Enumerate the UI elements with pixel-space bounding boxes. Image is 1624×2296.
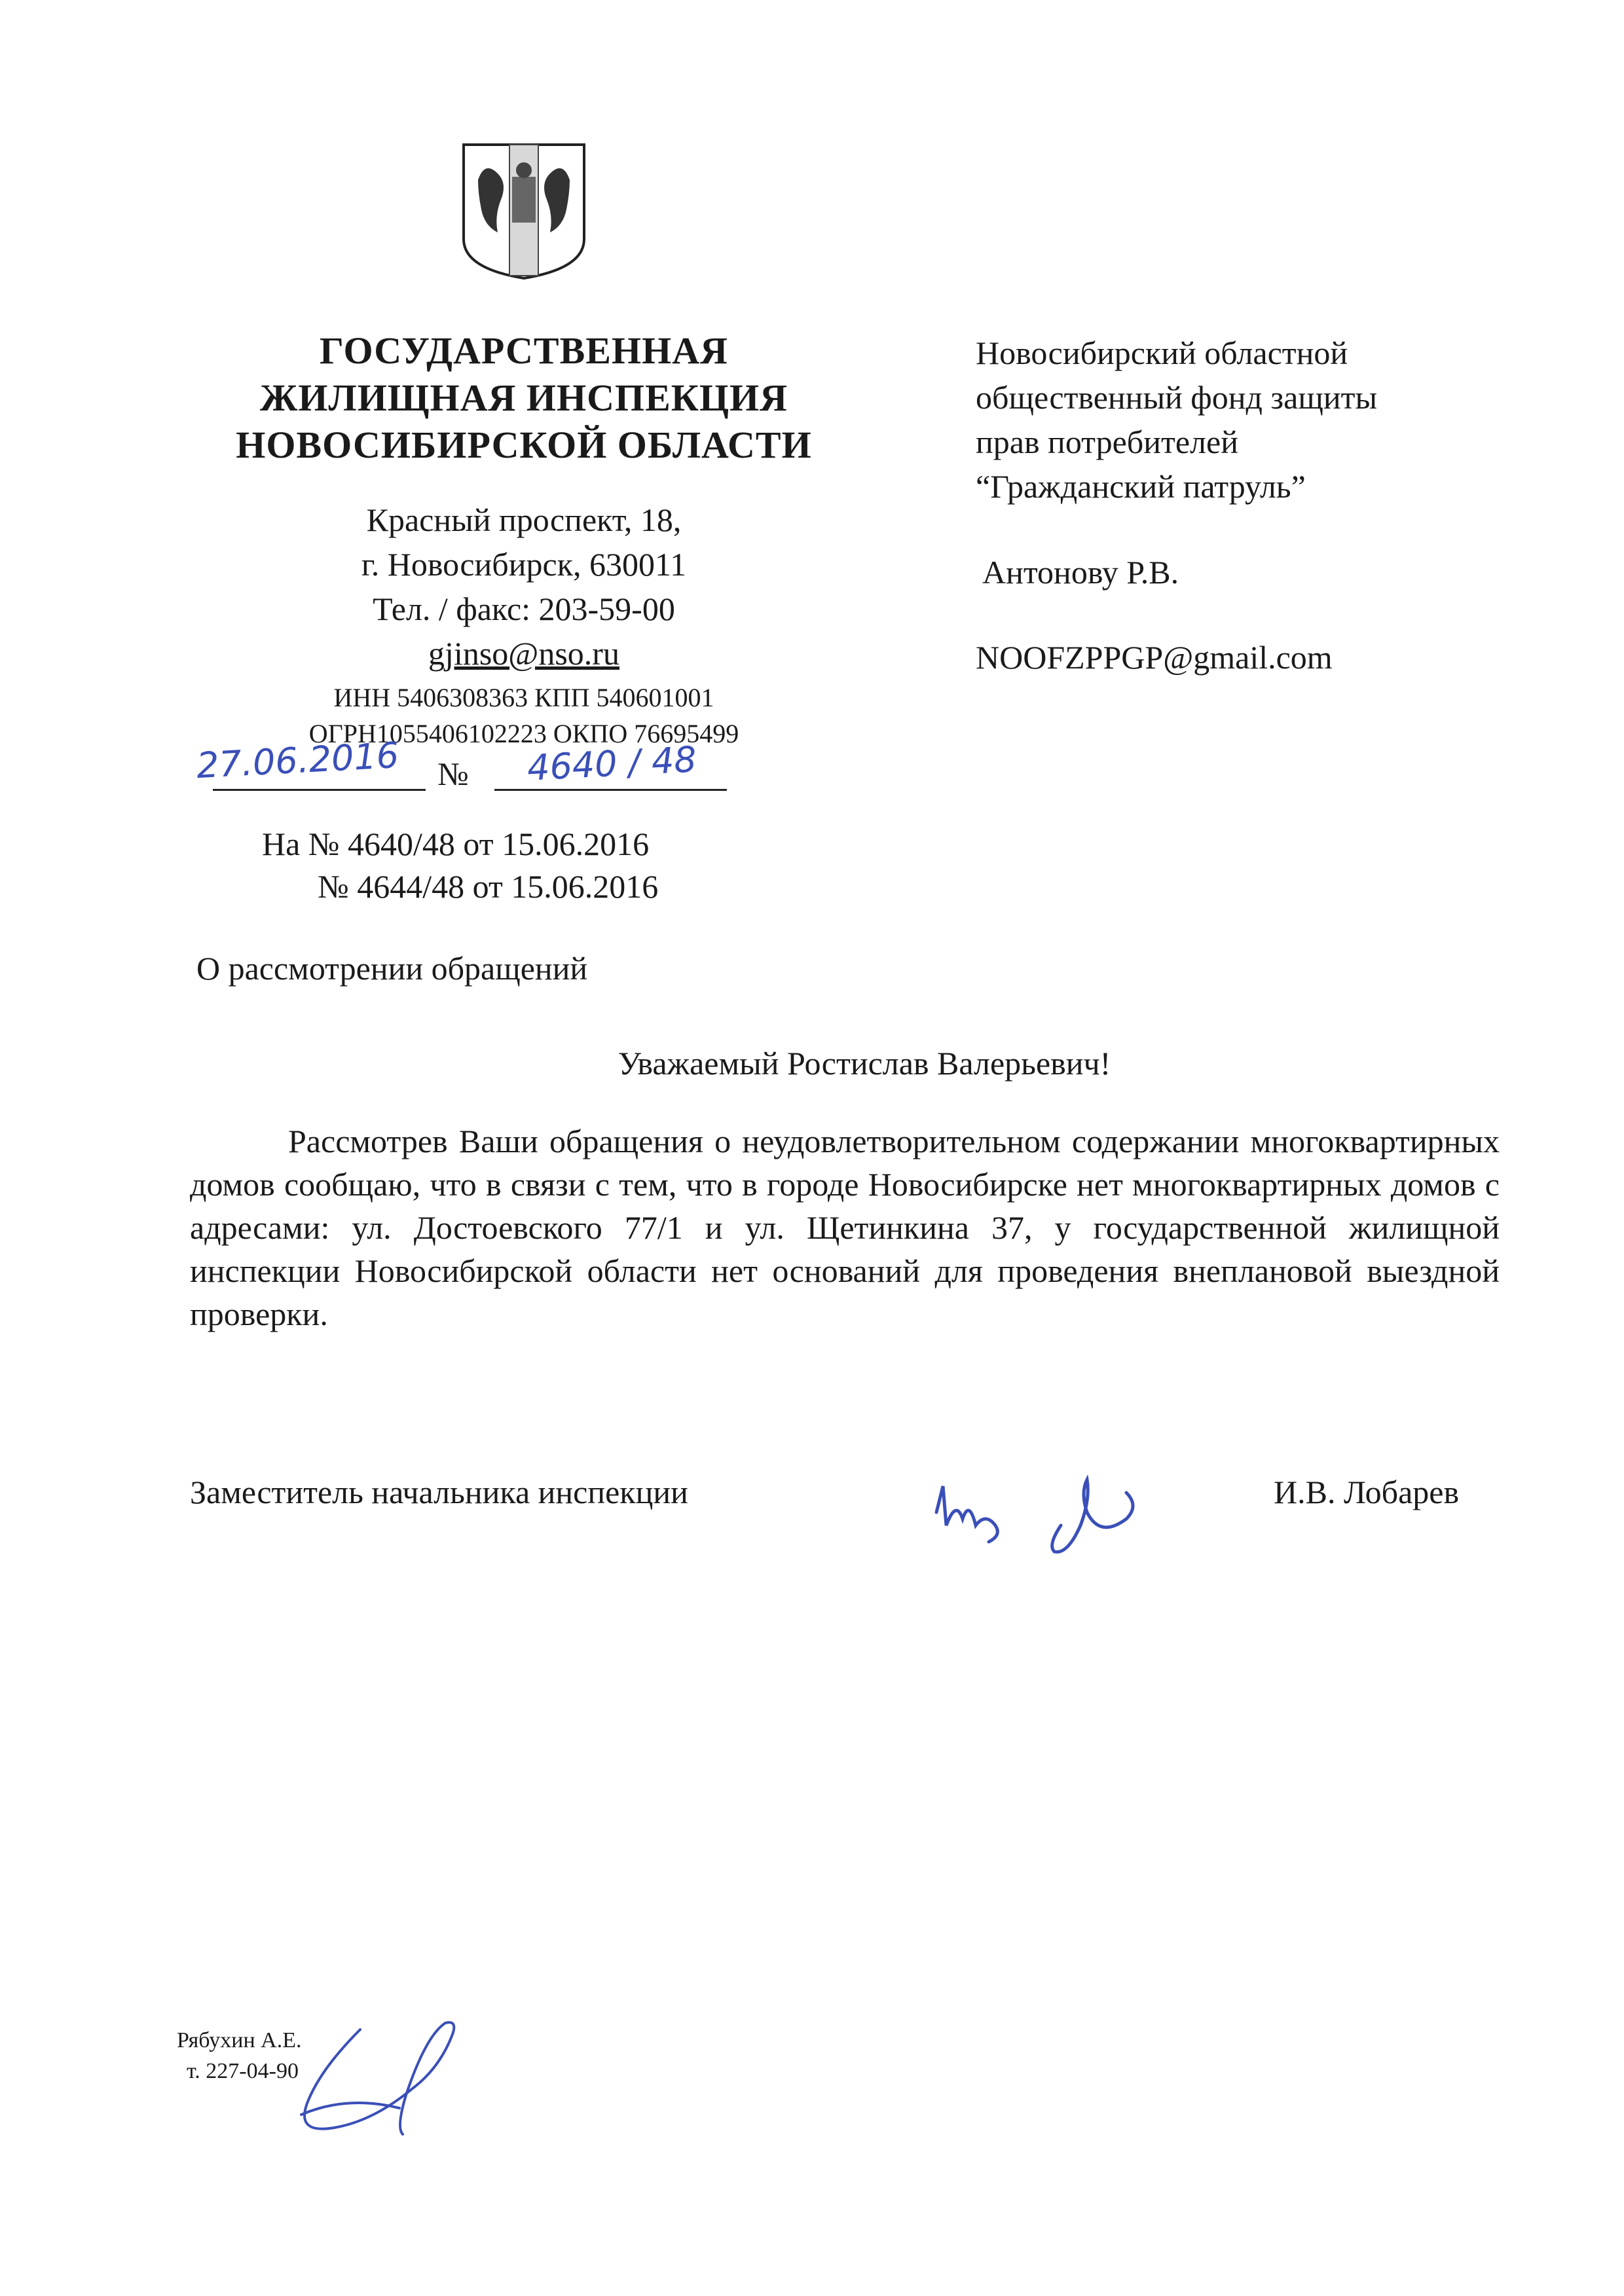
signatory-name: И.В. Лобарев: [1274, 1474, 1460, 1510]
date-line: [213, 789, 426, 791]
executor-signature: [275, 1984, 550, 2154]
outgoing-date-handwritten: 27.06.2016: [195, 734, 400, 787]
institution-address: [262, 498, 786, 676]
letter-body: Рассмотрев Ваши обращения о неудовлетворительном содержании многоквартирных домов сообщаю, что в связи с тем, что в городе Новосибирске нет многоквартирных домов с адресами: ул. Достоевского 77/1 и ул. Щетинкина 37, у государственной жилищной инспекции Новосибирской области нет оснований для проведения внеплановой выездной проверки.: [190, 1123, 1500, 1332]
number-line: [494, 789, 727, 791]
salutation: Уважаемый Ростислав Валерьевич!: [618, 1045, 1111, 1082]
institution-line-1: ГОСУДАРСТВЕННАЯ: [320, 329, 728, 372]
institution-line-3: НОВОСИБИРСКОЙ ОБЛАСТИ: [236, 424, 812, 466]
coat-of-arms-emblem: [458, 141, 589, 282]
institution-line-2: ЖИЛИЩНАЯ ИНСПЕКЦИЯ: [260, 376, 788, 419]
reference-line-1: На № 4640/48 от 15.06.2016: [262, 826, 650, 862]
number-sign: №: [437, 756, 469, 792]
recipient-name: Антонову Р.В.: [982, 554, 1179, 591]
ogrn-okpo: ОГРН1055406102223 ОКПО 76695499: [308, 719, 739, 748]
handwritten-signature: [923, 1447, 1172, 1578]
recipient-line-2: общественный фонд защиты: [976, 379, 1378, 416]
recipient-block: [976, 331, 1500, 509]
reference-line-2: № 4644/48 от 15.06.2016: [318, 868, 659, 905]
recipient-line-4: “Гражданский патруль”: [976, 468, 1306, 505]
recipient-line-1: Новосибирский областной: [976, 335, 1348, 371]
address-line-1: Красный проспект, 18,: [366, 501, 682, 538]
address-line-2: г. Новосибирск, 630011: [361, 546, 687, 583]
inn-kpp: ИНН 5406308363 КПП 540601001: [333, 683, 714, 712]
recipient-line-3: прав потребителей: [976, 424, 1238, 460]
outgoing-number-handwritten: 4640 / 48: [526, 738, 698, 789]
institution-email[interactable]: gjinso@nso.ru: [428, 635, 619, 672]
executor-name: Рябухин А.Е.: [177, 2028, 302, 2052]
institution-name: [223, 327, 825, 469]
recipient-email[interactable]: NOOFZPPGP@gmail.com: [976, 639, 1333, 676]
signatory-position: Заместитель начальника инспекции: [190, 1474, 688, 1510]
executor-phone: т. 227-04-90: [187, 2059, 299, 2083]
phone-fax: Тел. / факс: 203-59-00: [373, 591, 675, 627]
letter-subject: О рассмотрении обращений: [196, 950, 588, 987]
